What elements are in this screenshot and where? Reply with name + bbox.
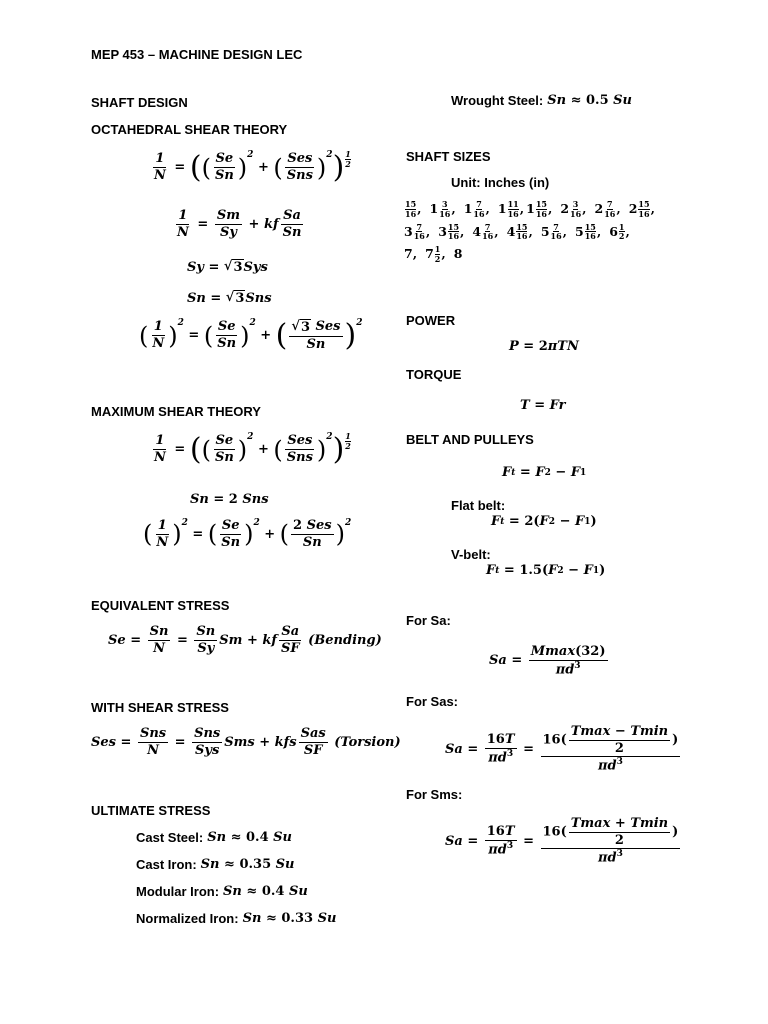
heading-octahedral-shear-theory: OCTAHEDRAL SHEAR THEORY	[91, 122, 288, 137]
material-wrought-steel: Wrought Steel: Sn ≈ 0.5 Su	[451, 93, 632, 108]
document-title: MEP 453 – MACHINE DESIGN LEC	[91, 47, 303, 62]
shaft-sizes-list	[404, 200, 657, 268]
equation-sn-2sns: Sn = 2 Sns	[190, 492, 269, 507]
equation-sas: Sa = $\frac{16T}{\pi d^3}$ = 16( $\frac{Tmax - Tmin}{2}$ ) $\pi d^3$	[445, 724, 679, 774]
equation-octahedral-1: $\frac{1}{N}$ = ( ( $\frac{Se}{Sn}$ ) $^2$ + ( $\frac{\text{Ses}}{\text{Sns}}$ ) $^2$ ) 1 2	[154, 149, 351, 185]
equation-maximum-1: $\frac{1}{N}$ = ( ( $\frac{Se}{Sn}$ ) $^2$ + ( $\frac{\text{Ses}}{\text{Sns}}$ ) $^2$ ) 1 2	[154, 431, 351, 467]
shaft-sizes-row-2: 3 7 16 , 3 15 16 , 4 7 16 , 4 15 16 , 5 7 16 , 5 15 16 , 6 1 2 ,	[404, 221, 630, 242]
equation-belt-tension: F t = F 2 − F 1	[502, 465, 587, 480]
for-sms-label: For Sms:	[406, 787, 463, 802]
equation-sa-bending: Sa = $\frac{Mmax(32)}{\pi d^3}$	[489, 644, 606, 677]
heading-ultimate-stress: ULTIMATE STRESS	[91, 803, 211, 818]
heading-belt-and-pulleys: BELT AND PULLEYS	[406, 432, 534, 447]
equation-octahedral-3: ( $\frac{1}{N}$ ) $^2$ = ( $\frac{Se}{Sn}$ ) $^2$ + ( √ 3 Ses Sn ) $^2$	[139, 318, 363, 353]
equation-sn: Sn = √ 3 Sns	[187, 290, 272, 306]
v-belt-label: V-belt:	[451, 547, 491, 562]
heading-with-shear-stress: WITH SHEAR STRESS	[91, 700, 229, 715]
torsion-label: (Torsion)	[334, 734, 401, 750]
equation-maximum-2: ( $\frac{1}{N}$ ) $^2$ = ( $\frac{Se}{Sn}$ ) $^2$ + ( $\frac{\text{2 Ses}}{Sn}$ ) $^2$	[143, 518, 352, 550]
material-cast-steel: Cast Steel: Sn ≈ 0.4 Su	[136, 830, 292, 845]
heading-torque: TORQUE	[406, 367, 462, 382]
equation-flat-belt: F t = 2( F 2 − F 1 )	[491, 514, 597, 529]
bending-label: (Bending)	[308, 632, 382, 648]
heading-power: POWER	[406, 313, 456, 328]
equation-shear-stress: Ses = $\frac{\text{Sns}}{N}$ = $\frac{\text{Sns}}{\text{Sys}}$ Sms + kfs $\frac{\text{Sas}}{SF}$ (Torsion)	[91, 726, 401, 758]
equation-torque: T = Fr	[520, 398, 566, 413]
equation-equivalent-stress: Se = $\frac{Sn}{N}$ = $\frac{Sn}{Sy}$ Sm + kf $\frac{Sa}{SF}$ (Bending)	[108, 624, 382, 656]
heading-equivalent-stress: EQUIVALENT STRESS	[91, 598, 230, 613]
unit-label: Unit: Inches (in)	[451, 175, 550, 190]
equation-v-belt: F t = 1.5( F 2 − F 1 )	[486, 563, 606, 578]
shaft-sizes-row-1: 15 16 , 1 3 16 , 1 7 16 , 1 11 16 , 1 15 16 , 2 3 16 , 2 7 16 , 2 15 16 ,	[405, 199, 655, 219]
heading-shaft-design: SHAFT DESIGN	[91, 95, 188, 110]
shaft-sizes-row-3: 7 , 7 1 2 , 8	[404, 244, 463, 264]
material-modular-iron: Modular Iron: Sn ≈ 0.4 Su	[136, 884, 308, 899]
equation-octahedral-2: $\frac{1}{N}$ = $\frac{Sm}{Sy}$ + kf $\frac{Sa}{Sn}$	[177, 208, 302, 240]
for-sas-label: For Sas:	[406, 694, 459, 709]
equation-sms: Sa = $\frac{16T}{\pi d^3}$ = 16( $\frac{Tmax + Tmin}{2}$ ) $\pi d^3$	[445, 816, 679, 866]
for-sa-label: For Sa:	[406, 613, 451, 628]
heading-shaft-sizes: SHAFT SIZES	[406, 149, 491, 164]
flat-belt-label: Flat belt:	[451, 498, 506, 513]
material-normalized-iron: Normalized Iron: Sn ≈ 0.33 Su	[136, 911, 337, 926]
material-cast-iron: Cast Iron: Sn ≈ 0.35 Su	[136, 857, 295, 872]
equation-sy: Sy = √ 3 Sys	[187, 259, 268, 275]
equation-power: P = 2 πTN	[509, 339, 579, 354]
heading-maximum-shear-theory: MAXIMUM SHEAR THEORY	[91, 404, 261, 419]
